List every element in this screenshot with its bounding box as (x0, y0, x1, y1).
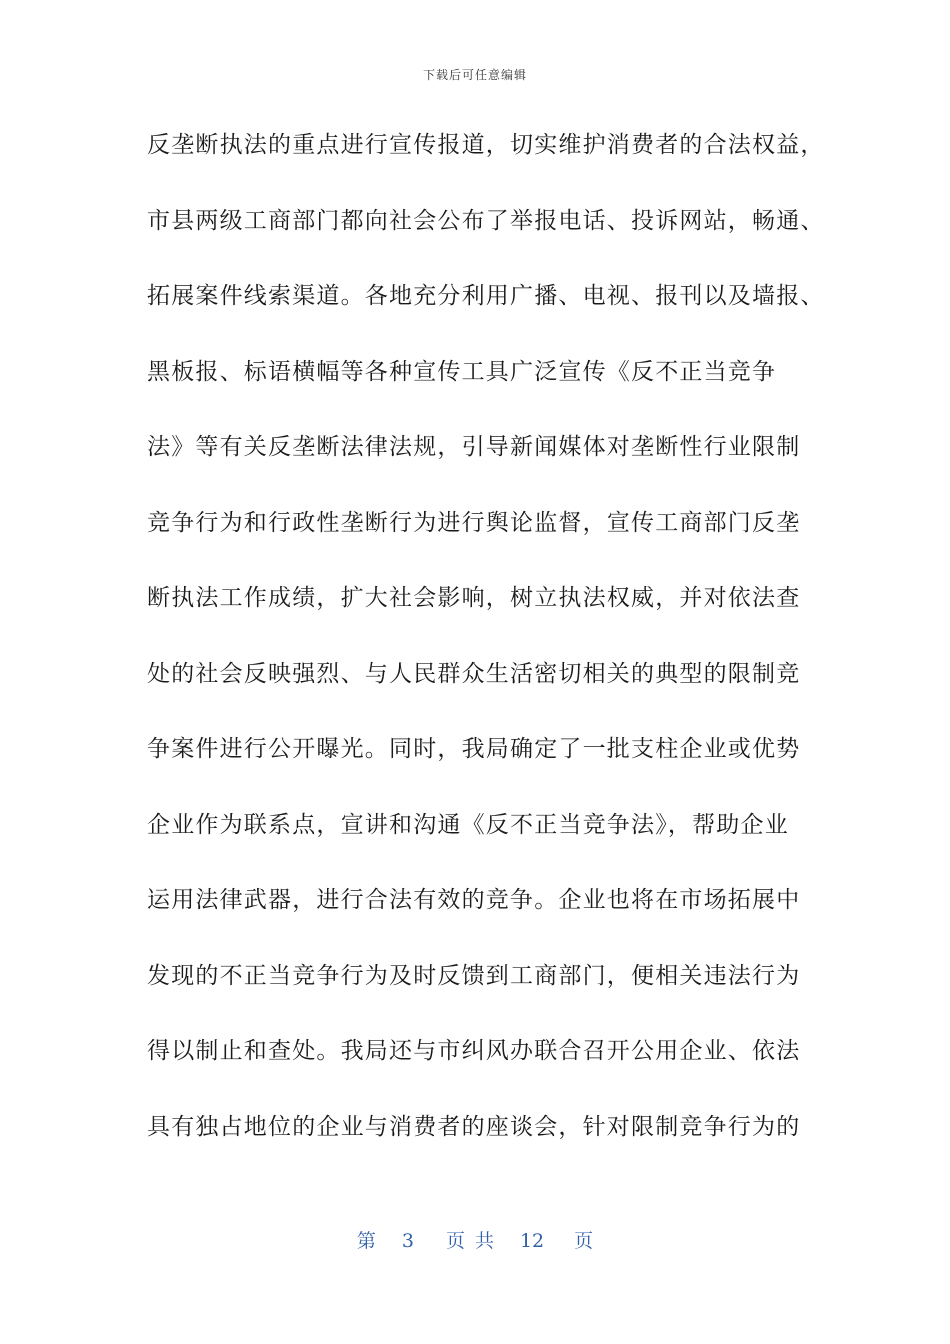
page-footer (0, 1226, 950, 1253)
footer-total-label: 共 (474, 1230, 494, 1252)
body-line-14: 具有独占地位的企业与消费者的座谈会，针对限制竞争行为的 (147, 1113, 801, 1140)
body-line-8: 处的社会反映强烈、与人民群众生活密切相关的典型的限制竞 (147, 660, 801, 687)
page-header: 下载后可任意编辑 (422, 68, 527, 82)
body-line-13: 得以制止和查处。我局还与市纠风办联合召开公用企业、依法 (147, 1038, 801, 1064)
body-line-2: 市县两级工商部门都向社会公布了举报电话、投诉网站，畅通、 (147, 207, 825, 234)
body-line-5: 法》等有关反垄断法律法规，引导新闻媒体对垄断性行业限制 (147, 434, 801, 460)
body-line-1: 反垄断执法的重点进行宣传报道，切实维护消费者的合法权益， (147, 132, 825, 158)
footer-prefix: 第 (356, 1230, 376, 1252)
body-line-10: 企业作为联系点，宣讲和沟通《反不正当竞争法》，帮助企业 (147, 811, 789, 838)
body-line-12: 发现的不正当竞争行为及时反馈到工商部门，便相关违法行为 (147, 962, 801, 989)
document-body (147, 120, 825, 1177)
footer-page-number: 3 (401, 1230, 414, 1252)
body-line-4: 黑板报、标语横幅等各种宣传工具广泛宣传《反不正当竞争 (147, 358, 777, 385)
body-line-6: 竞争行为和行政性垄断行为进行舆论监督，宣传工商部门反垄 (147, 509, 801, 536)
footer-middle: 页 (445, 1230, 465, 1252)
body-line-9: 争案件进行公开曝光。同时，我局确定了一批支柱企业或优势 (147, 736, 801, 762)
footer-total-pages: 12 (519, 1230, 545, 1252)
body-line-7: 断执法工作成绩，扩大社会影响，树立执法权威，并对依法查 (147, 585, 801, 611)
body-line-11: 运用法律武器，进行合法有效的竞争。企业也将在市场拓展中 (147, 887, 801, 913)
footer-suffix: 页 (574, 1230, 594, 1252)
body-line-3: 拓展案件线索渠道。各地充分利用广播、电视、报刊以及墙报、 (147, 283, 825, 309)
